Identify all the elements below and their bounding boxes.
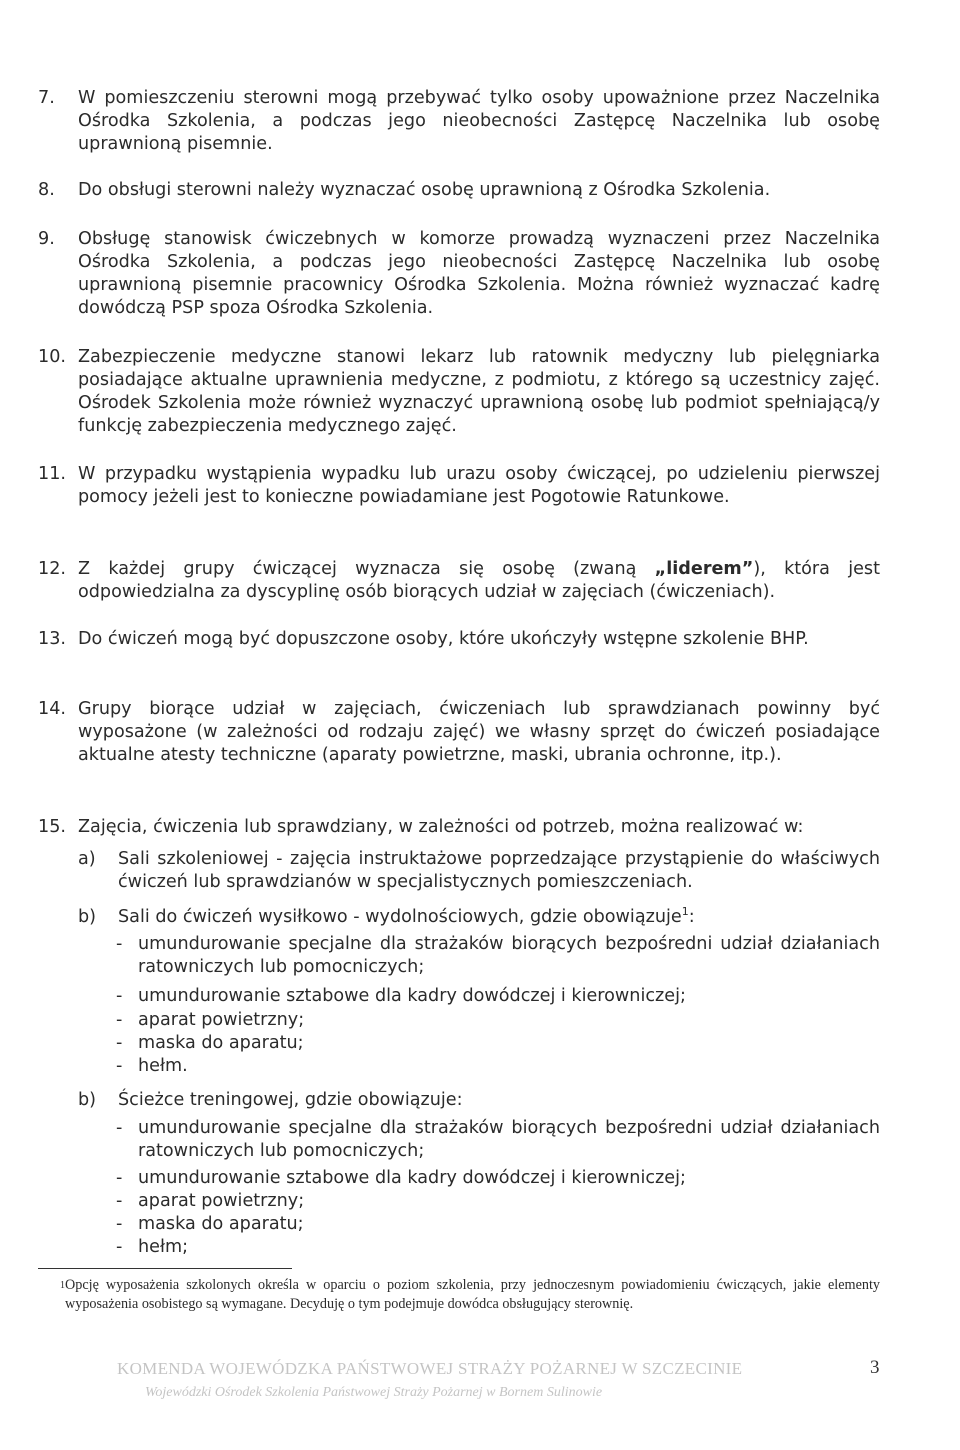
footnote-mark: 1 bbox=[60, 1280, 65, 1291]
item-number: 9. bbox=[38, 229, 55, 249]
footnote-text: Opcję wyposażenia szkolonych określa w oparciu o poziom szkolenia, przy jednoczesnym powiadomieniu ćwiczących, jakie elementy wyposażenia osobistego są wymagane. Decyduję o tym podejmuje dowódca obsługujący sterownię. bbox=[65, 1277, 880, 1312]
dash-bullet: - bbox=[116, 986, 123, 1006]
item-text: Do ćwiczeń mogą być dopuszczone osoby, które ukończyły wstępne szkolenie BHP. bbox=[78, 629, 809, 649]
equipment-text: umundurowanie specjalne dla strażaków biorących bezpośredni udział działaniach ratowniczych lub pomocniczych; bbox=[138, 934, 880, 977]
equipment-item bbox=[116, 933, 880, 979]
list-item-8 bbox=[38, 179, 880, 202]
item-text: Obsługę stanowisk ćwiczebnych w komorze prowadzą wyznaczeni przez Naczelnika Ośrodka Szkolenia, a podczas jego nieobecności Zastępcę Naczelnika lub osobę uprawnioną pisemnie pracownicy Ośrodka Szkolenia. Można również wyznaczać kadrę dowódczą PSP spoza Ośrodka Szkolenia. bbox=[78, 229, 880, 318]
item-text bbox=[78, 558, 880, 604]
item-number: 10. bbox=[38, 347, 66, 367]
sub-item-b-sciezka bbox=[78, 1089, 880, 1112]
sub-item-letter: b) bbox=[78, 907, 97, 927]
sub-item-text: Sali szkoleniowej - zajęcia instruktażowe poprzedzające przystąpienie do właściwych ćwiczeń lub sprawdzianów w specjalistycznych pomieszczeniach. bbox=[118, 849, 880, 892]
equipment-text: hełm. bbox=[138, 1056, 188, 1076]
item-number: 7. bbox=[38, 88, 55, 108]
list-item-14 bbox=[38, 698, 880, 767]
page-number: 3 bbox=[870, 1357, 880, 1378]
item-text: W przypadku wystąpienia wypadku lub urazu osoby ćwiczącej, po udzieleniu pierwszej pomocy jeżeli jest to konieczne powiadamiane jest Pogotowie Ratunkowe. bbox=[78, 464, 880, 507]
item-number: 8. bbox=[38, 180, 55, 200]
equipment-item bbox=[116, 1190, 880, 1213]
equipment-text: aparat powietrzny; bbox=[138, 1191, 305, 1211]
list-item-11 bbox=[38, 463, 880, 509]
footer-subtitle: Wojewódzki Ośrodek Szkolenia Państwowej Straży Pożarnej w Bornem Sulinowie bbox=[145, 1385, 603, 1400]
footnote-separator bbox=[38, 1268, 292, 1269]
equipment-text: maska do aparatu; bbox=[138, 1214, 304, 1234]
equipment-item bbox=[116, 985, 880, 1008]
sub-item-text: Ścieżce treningowej, gdzie obowiązuje: bbox=[118, 1090, 463, 1110]
equipment-item bbox=[116, 1055, 880, 1078]
item-number: 12. bbox=[38, 559, 66, 579]
dash-bullet: - bbox=[116, 1056, 123, 1076]
item-number: 13. bbox=[38, 629, 66, 649]
item-text: Zabezpieczenie medyczne stanowi lekarz lub ratownik medyczny lub pielęgniarka posiadające aktualne uprawnienia medyczne, z podmiotu, z którego są uczestnicy zajęć. Ośrodek Szkolenia może również wyznaczyć uprawnioną osobę lub podmiot spełniającą/y funkcję zabezpieczenia medycznego zajęć. bbox=[78, 347, 880, 436]
dash-bullet: - bbox=[116, 1118, 123, 1138]
equipment-text: umundurowanie sztabowe dla kadry dowódczej i kierowniczej; bbox=[138, 986, 686, 1006]
list-item-13 bbox=[38, 628, 880, 651]
equipment-item bbox=[116, 1117, 880, 1163]
equipment-item bbox=[116, 1167, 880, 1190]
equipment-item bbox=[116, 1032, 880, 1055]
list-item-9 bbox=[38, 228, 880, 320]
dash-bullet: - bbox=[116, 934, 123, 954]
dash-bullet: - bbox=[116, 1010, 123, 1030]
dash-bullet: - bbox=[116, 1168, 123, 1188]
list-item-7 bbox=[38, 87, 880, 156]
footer-institution: KOMENDA WOJEWÓDZKA PAŃSTWOWEJ STRAŻY POŻARNEJ W SZCZECINIE bbox=[117, 1359, 743, 1378]
dash-bullet: - bbox=[116, 1214, 123, 1234]
equipment-text: umundurowanie sztabowe dla kadry dowódczej i kierowniczej; bbox=[138, 1168, 686, 1188]
list-item-12 bbox=[38, 558, 880, 604]
sub-item-text bbox=[118, 906, 880, 929]
list-item-10 bbox=[38, 346, 880, 438]
sub-item-letter: b) bbox=[78, 1090, 97, 1110]
item-number: 11. bbox=[38, 464, 66, 484]
dash-bullet: - bbox=[116, 1237, 123, 1257]
item-text-part: ), która jest odpowiedzialna za dyscyplinę osób biorących udział w zajęciach (ćwiczeniach). bbox=[78, 559, 880, 602]
sub-item-text-part: Sali do ćwiczeń wysiłkowo - wydolnościowych, gdzie obowiązuje bbox=[118, 907, 682, 927]
equipment-text: maska do aparatu; bbox=[138, 1033, 304, 1053]
equipment-item bbox=[116, 1009, 880, 1032]
equipment-item bbox=[116, 1236, 880, 1259]
item-text: Grupy biorące udział w zajęciach, ćwiczeniach lub sprawdzianach powinny być wyposażone (w zależności od rodzaju zajęć) we własny sprzęt do ćwiczeń posiadające aktualne atesty techniczne (aparaty powietrzne, maski, ubrania ochronne, itp.). bbox=[78, 699, 880, 765]
equipment-item bbox=[116, 1213, 880, 1236]
item-text-part: Z każdej grupy ćwiczącej wyznacza się osobę (zwaną bbox=[78, 559, 655, 579]
sub-item-letter: a) bbox=[78, 849, 96, 869]
item-text: Do obsługi sterowni należy wyznaczać osobę uprawnioną z Ośrodka Szkolenia. bbox=[78, 180, 771, 200]
list-item-15 bbox=[38, 816, 880, 839]
dash-bullet: - bbox=[116, 1033, 123, 1053]
item-text: W pomieszczeniu sterowni mogą przebywać tylko osoby upoważnione przez Naczelnika Ośrodka Szkolenia, a podczas jego nieobecności Zastępcę Naczelnika lub osobę uprawnioną pisemnie. bbox=[78, 88, 880, 154]
leader-term: „liderem” bbox=[654, 559, 754, 579]
equipment-text: aparat powietrzny; bbox=[138, 1010, 305, 1030]
item-text: Zajęcia, ćwiczenia lub sprawdziany, w zależności od potrzeb, można realizować w: bbox=[78, 817, 804, 837]
item-number: 15. bbox=[38, 817, 66, 837]
sub-item-b-sala bbox=[78, 906, 880, 929]
item-number: 14. bbox=[38, 699, 66, 719]
dash-bullet: - bbox=[116, 1191, 123, 1211]
sub-item-text-part: : bbox=[688, 907, 695, 927]
footnote-ref: 1 bbox=[681, 905, 689, 919]
equipment-text: hełm; bbox=[138, 1237, 189, 1257]
sub-item-a bbox=[78, 848, 880, 894]
equipment-text: umundurowanie specjalne dla strażaków biorących bezpośredni udział działaniach ratowniczych lub pomocniczych; bbox=[138, 1118, 880, 1161]
